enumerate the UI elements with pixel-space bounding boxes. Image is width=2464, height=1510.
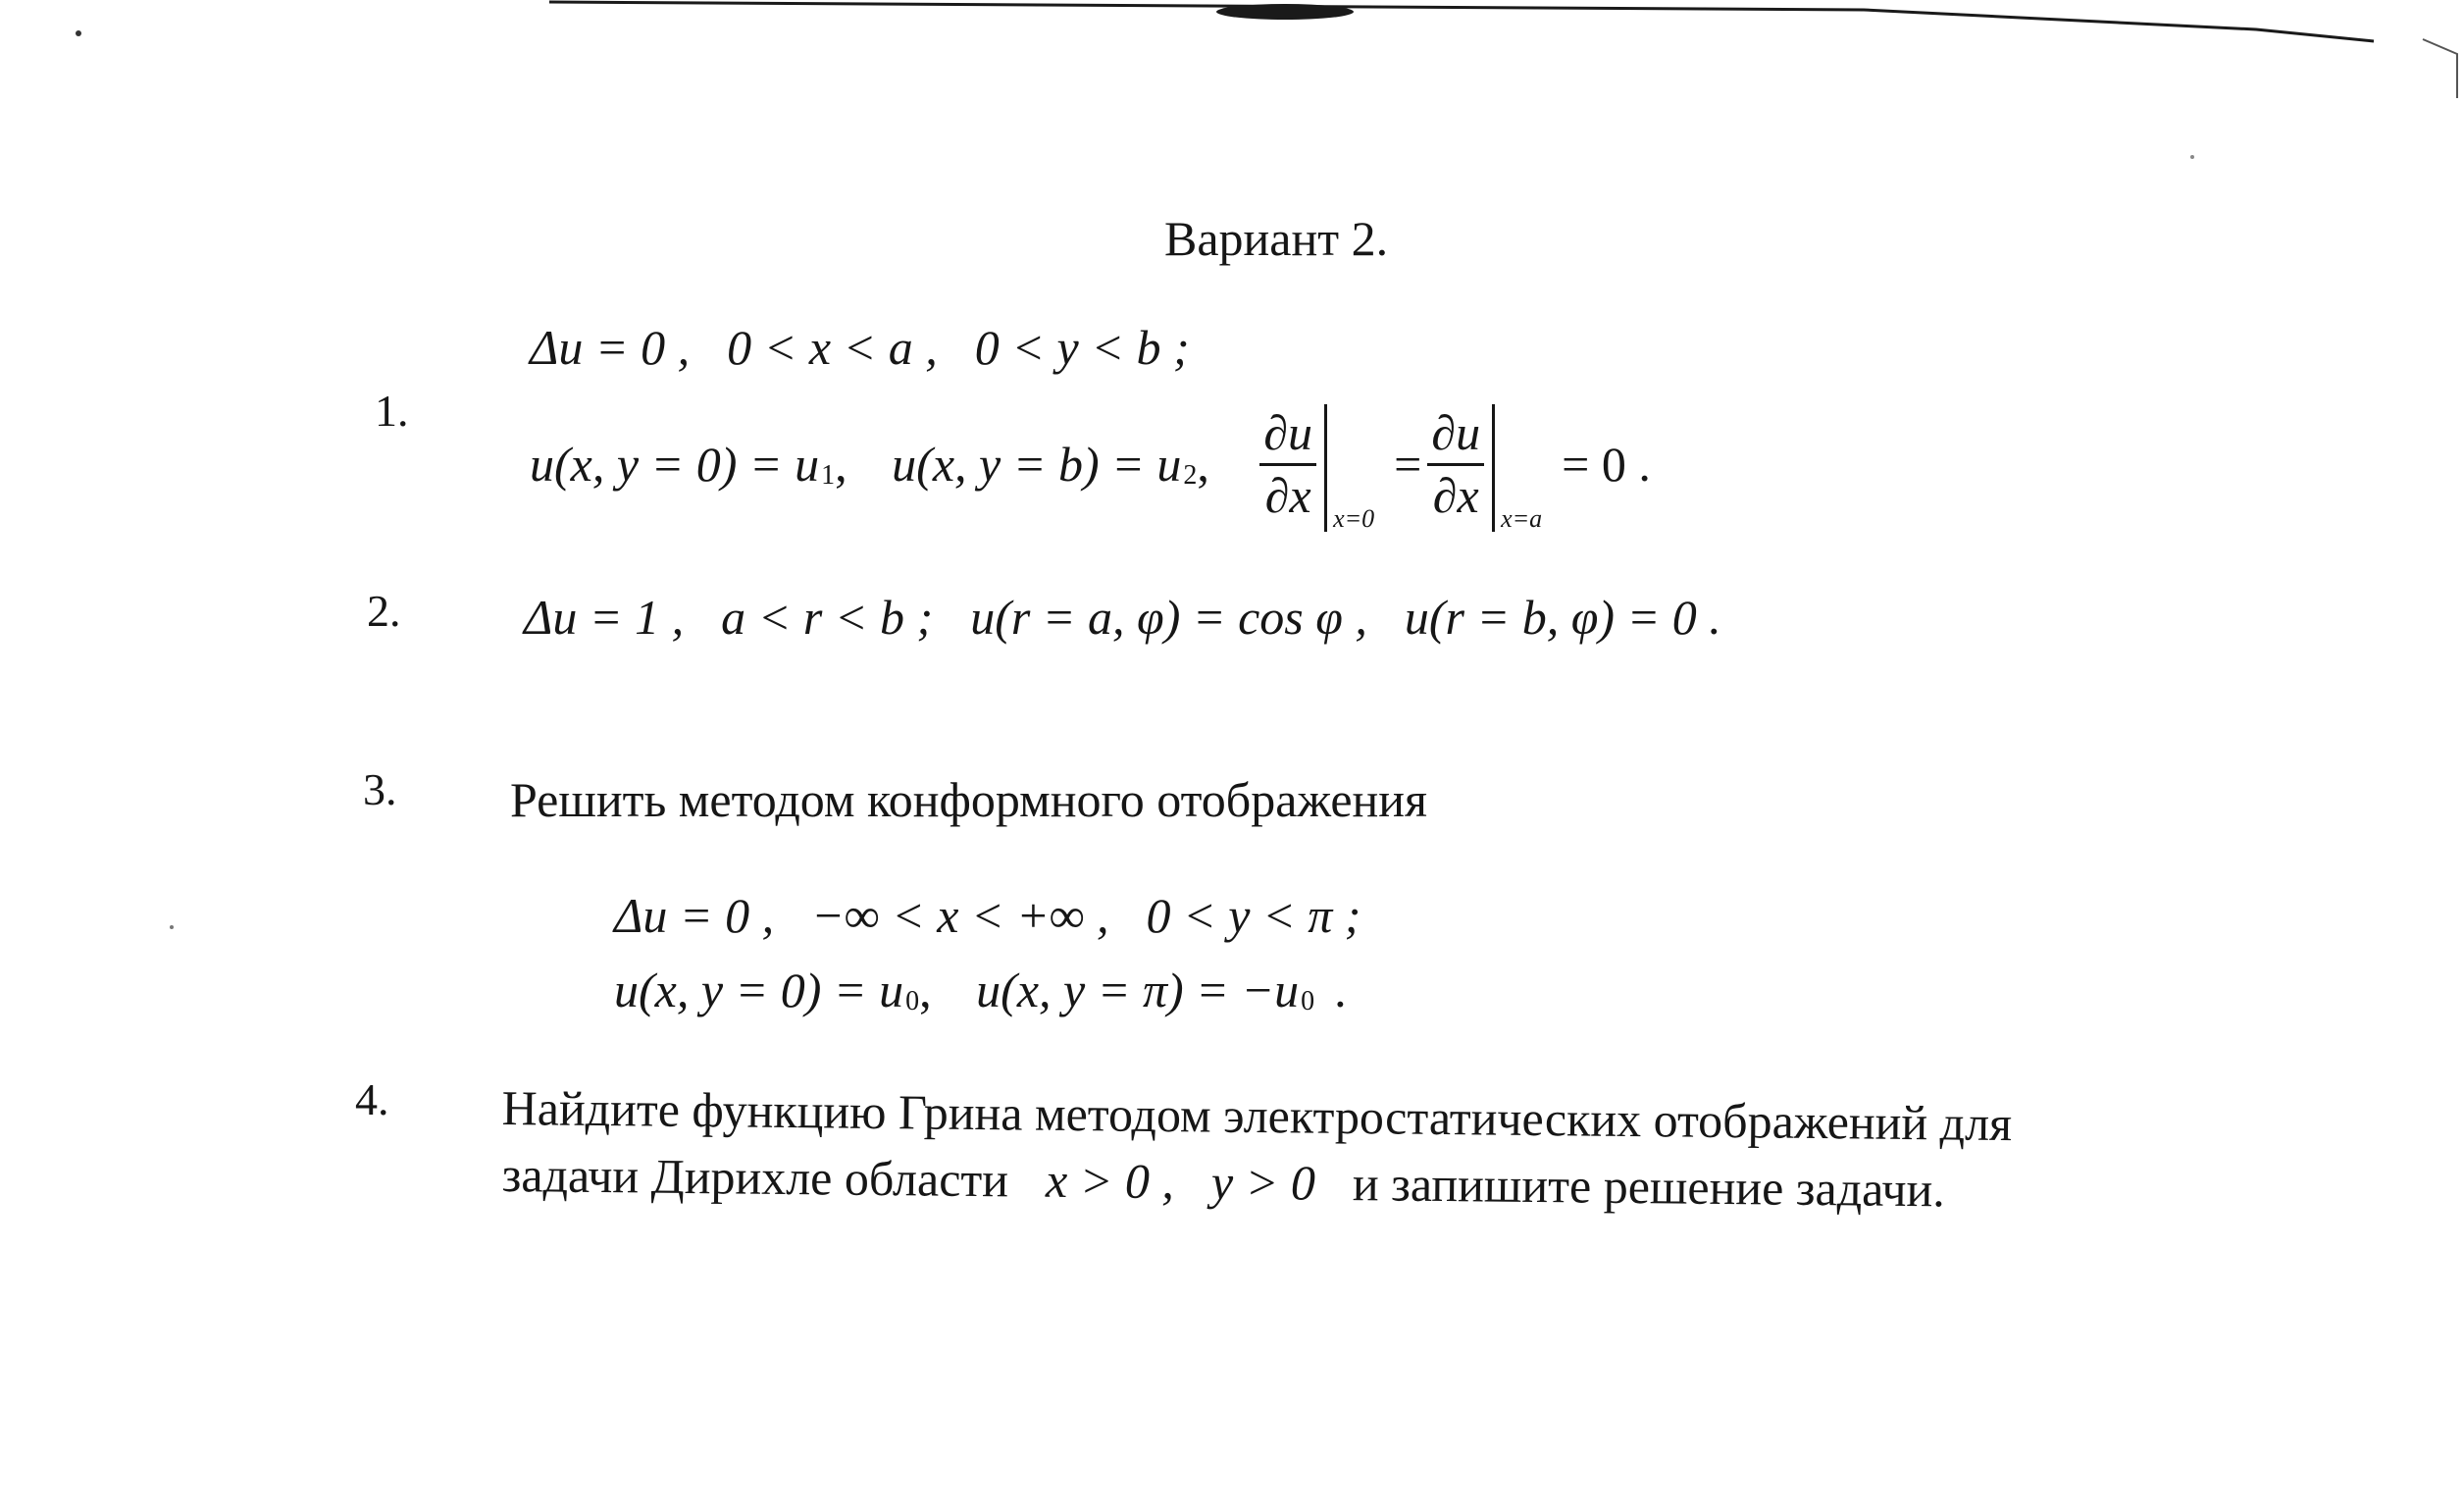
problem-3-y-range: 0 < y < π ;	[1146, 888, 1361, 943]
problem-1-bc-top: u(x, y = b) = u	[892, 437, 1182, 492]
problem-2-poisson-eq: Δu = 1 ,	[524, 590, 685, 645]
problem-3-x-range: −∞ < x < +∞ ,	[811, 888, 1109, 943]
problem-1-y-range: 0 < y < b ;	[974, 320, 1190, 375]
problem-1-number: 1.	[375, 386, 409, 436]
problem-3-end-period: .	[1334, 963, 1347, 1017]
problem-3-equation-line	[614, 887, 1360, 944]
problem-2-bc-outer: u(r = b, φ) = 0 .	[1404, 590, 1721, 645]
problem-4-text-end: и запишите решение задачи.	[1352, 1156, 1946, 1218]
problem-1-laplace-eq: Δu = 0 ,	[530, 320, 691, 375]
problem-1-bc-bottom: u(x, y = 0) = u	[530, 437, 820, 492]
problem-4-line-1: Найдите функцию Грина методом электростатических отображений для	[501, 1080, 2013, 1152]
problem-3-bc-top-sub: 0	[1301, 986, 1315, 1016]
derivative-numerator: ∂u	[1431, 405, 1481, 460]
problem-1-bc-bottom-sub: 1	[821, 460, 836, 491]
problem-2-line	[524, 589, 1721, 646]
problem-3-heading: Решить методом конформного отображения	[510, 772, 1428, 827]
problem-1-bc-tail: = 0 .	[1562, 437, 1651, 492]
problem-1-bc-top-sub: 2	[1183, 460, 1198, 491]
evaluation-at-xa: x=a	[1501, 504, 1543, 533]
problem-1-equation-line	[530, 319, 1190, 376]
problem-1-boundary-line: u(x, y = 0) = u 1 , u(x, y = b) = u 2 , $\frac{\partial u}{\partial x}$ x=0 = $\frac{\partial u}{\partial x}$ x=a = 0 .	[530, 405, 1651, 533]
problem-4-condition-x: x > 0 ,	[1045, 1152, 1175, 1210]
derivative-denominator: ∂x	[1264, 467, 1311, 523]
problem-3-number: 3.	[363, 764, 397, 814]
evaluation-at-x0: x=0	[1333, 504, 1375, 533]
problem-3-boundary-line: u(x, y = 0) = u 0 , u(x, y = π) = −u 0 .	[614, 963, 1347, 1017]
problem-4-number: 4.	[355, 1074, 389, 1124]
derivative-denominator: ∂x	[1432, 467, 1479, 523]
problem-1-x-range: 0 < x < a ,	[727, 320, 938, 375]
problem-4-text-start: задачи Дирихле области	[501, 1147, 1009, 1208]
problem-3-bc-bottom-sub: 0	[905, 986, 920, 1016]
problem-1-derivative-right	[1427, 407, 1484, 521]
evaluation-bar	[1324, 404, 1327, 532]
derivative-numerator: ∂u	[1263, 405, 1313, 460]
problem-4-condition-y: y > 0	[1210, 1154, 1316, 1211]
problem-3-laplace-eq: Δu = 0 ,	[614, 888, 775, 943]
evaluation-bar	[1492, 404, 1495, 532]
problem-1-derivative-left	[1259, 407, 1316, 521]
problem-2-r-range: a < r < b ;	[721, 590, 934, 645]
equals-sign: =	[1394, 437, 1422, 492]
problem-3-bc-bottom: u(x, y = 0) = u	[614, 963, 904, 1017]
problem-2-bc-inner: u(r = a, φ) = cos φ ,	[970, 590, 1367, 645]
page-title: Вариант 2.	[1164, 211, 1389, 266]
problem-2-number: 2.	[367, 586, 401, 636]
problem-3-bc-top: u(x, y = π) = −u	[976, 963, 1300, 1017]
